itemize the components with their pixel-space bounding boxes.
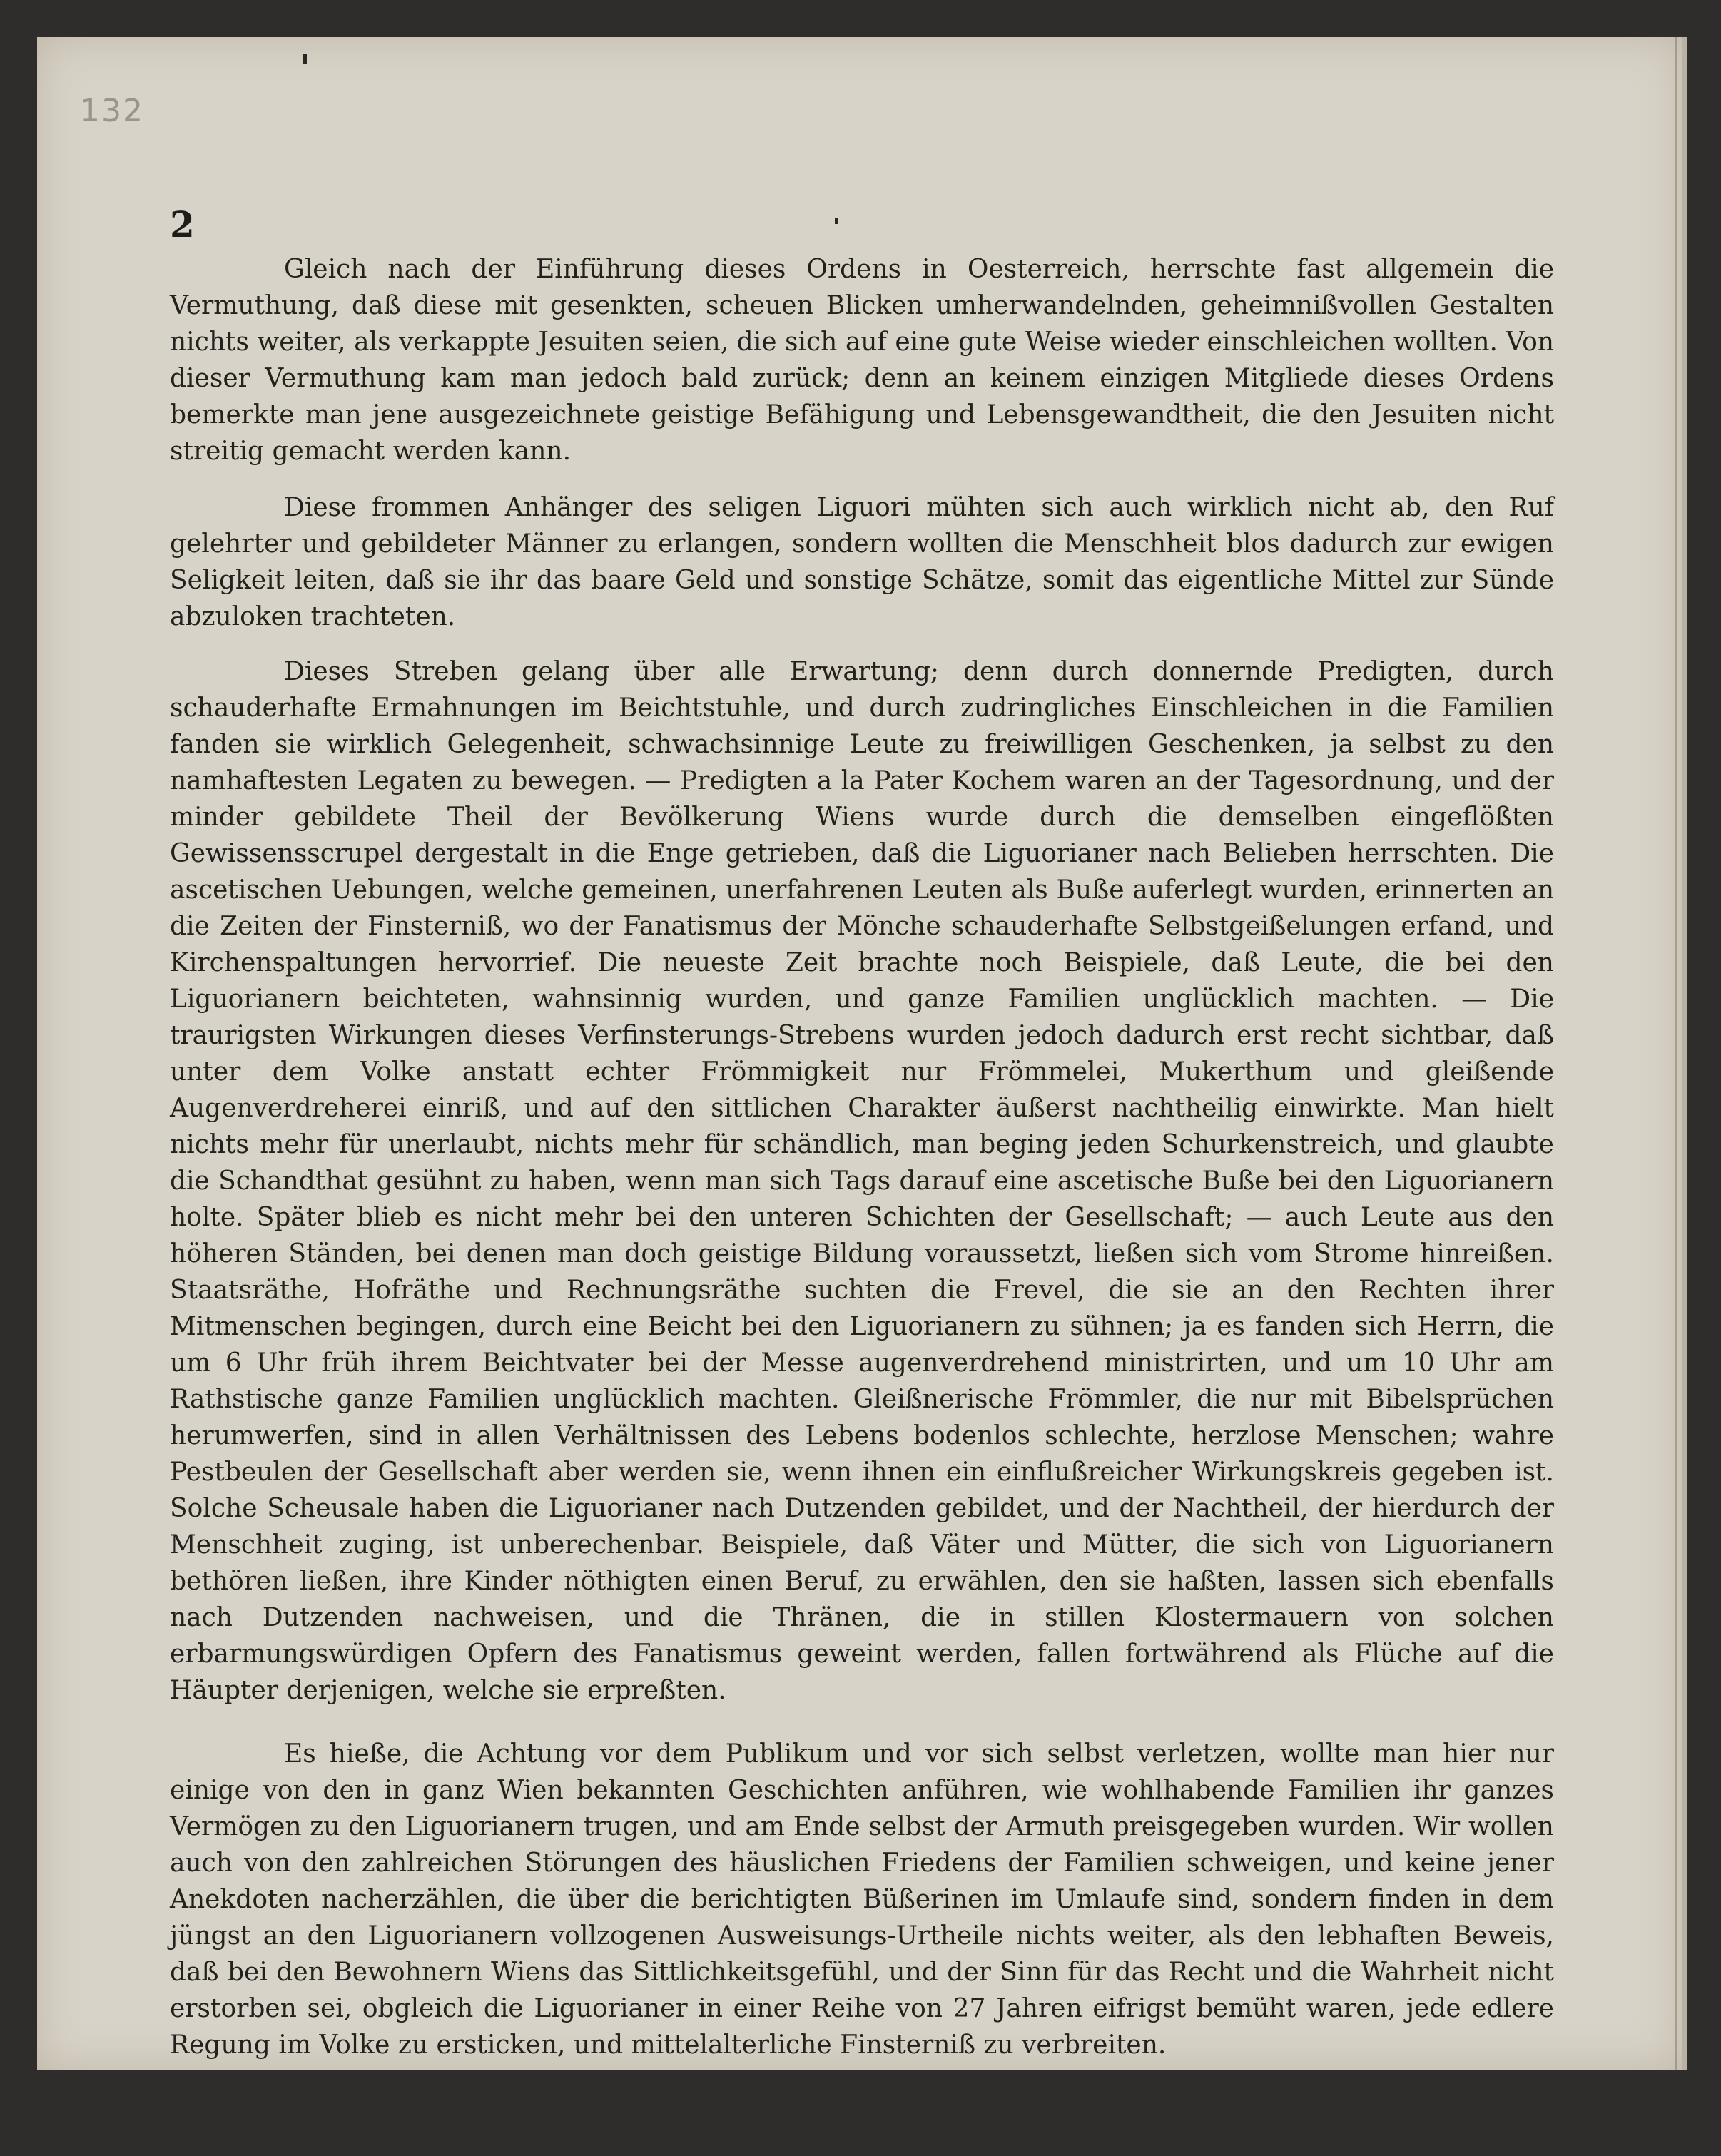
- page-fold-shadow: [1675, 37, 1677, 2070]
- paragraph: Dieses Streben gelang über alle Erwartung; denn durch donnernde Predigten, durch schauderhafte Ermahnungen im Beichtstuhle, und durch zudringliches Einschleichen in die Familien fanden sie wirklich Gelegenheit, schwachsinnige Leute zu freiwilligen Geschenken, ja selbst zu den namhaftesten Legaten zu bewegen. — Predigten a la Pater Kochem waren an der Tagesordnung, und der minder gebildete Theil der Bevölkerung Wiens wurde durch die demselben eingeflößten Gewissensscrupel dergestalt in die Enge getrieben, daß die Liguorianer nach Belieben herrschten. Die ascetischen Uebungen, welche gemeinen, unerfahrenen Leuten als Buße auferlegt wurden, erinnerten an die Zeiten der Finsterniß, wo der Fanatismus der Mönche schauderhafte Selbstgeißelungen erfand, und Kirchenspaltungen hervorrief. Die neueste Zeit brachte noch Beispiele, daß Leute, die bei den Liguorianern beichteten, wahnsinnig wurden, und ganze Familien unglücklich machten. — Die traurigsten Wirkungen dieses Verfinsterungs-Strebens wurden jedoch dadurch erst recht sichtbar, daß unter dem Volke anstatt echter Frömmigkeit nur Frömmelei, Mukerthum und gleißende Augenverdreherei einriß, und auf den sittlichen Charakter äußerst nachtheilig einwirkte. Man hielt nichts mehr für unerlaubt, nichts mehr für schändlich, man beging jeden Schurkenstreich, und glaubte die Schandthat gesühnt zu haben, wenn man sich Tags darauf eine ascetische Buße bei den Liguorianern holte. Später blieb es nicht mehr bei den unteren Schichten der Gesellschaft; — auch Leute aus den höheren Ständen, bei denen man doch geistige Bildung voraussetzt, ließen sich vom Strome hinreißen. Staatsräthe, Hofräthe und Rechnungsräthe suchten die Frevel, die sie an den Rechten ihrer Mitmenschen begingen, durch eine Beicht bei den Liguorianern zu sühnen; ja es fanden sich Herrn, die um 6 Uhr früh ihrem Beichtvater bei der Messe augenverdrehend ministrirten, und um 10 Uhr am Rathstische ganze Familien unglücklich machten. Gleißnerische Frömmler, die nur mit Bibelsprüchen herumwerfen, sind in allen Verhältnissen des Lebens bodenlos schlechte, herzlose Menschen; wahre Pestbeulen der Gesellschaft aber werden sie, wenn ihnen ein einflußreicher Wirkungskreis gegeben ist. Solche Scheusale haben die Liguorianer nach Dutzenden gebildet, und der Nachtheil, der hierdurch der Menschheit zuging, ist unberechenbar. Beispiele, daß Väter und Mütter, die sich von Liguorianern bethören ließen, ihre Kinder nöthigten einen Beruf, zu erwählen, den sie haßten, lassen sich ebenfalls nach Dutzenden nachweisen, und die Thränen, die in stillen Klostermauern von solchen erbarmungswürdigen Opfern des Fanatismus geweint werden, fallen fortwährend als Flüche auf die Häupter derjenigen, welche sie erpreßten.: [170, 657, 1554, 1705]
- paragraph: Es hieße, die Achtung vor dem Publikum und vor sich selbst verletzen, wollte man hier nur einige von den in ganz Wien bekannten Geschichten anführen, wie wohlhabende Familien ihr ganzes Vermögen zu den Liguorianern trugen, und am Ende selbst der Armuth preisgegeben wurden. Wir wollen auch von den zahlreichen Störungen des häuslichen Friedens der Familien schweigen, und keine jener Anekdoten nacherzählen, die über die berichtigten Büßerinen im Umlaufe sind, sondern finden in dem jüngst an den Liguorianern vollzogenen Ausweisungs-Urtheile nichts weiter, als den lebhaften Beweis, daß bei den Bewohnern Wiens das Sittlichkeitsgefühl, und der Sinn für das Recht und die Wahrheit nicht erstorben sei, obgleich die Liguorianer in einer Reihe von 27 Jahren eifrigst bemüht waren, jede edlere Regung im Volke zu ersticken, und mittelalterliche Finsterniß zu verbreiten.: [170, 1739, 1554, 2060]
- paragraph: Diese frommen Anhänger des seligen Liguori mühten sich auch wirklich nicht ab, den Ruf gelehrter und gebildeter Männer zu erlangen, sondern wollten die Menschheit blos dadurch zur ewigen Seligkeit leiten, daß sie ihr das baare Geld und sonstige Schätze, somit das eigentliche Mittel zur Sünde abzuloken trachteten.: [170, 493, 1554, 631]
- archive-pencil-number: 132: [80, 93, 144, 129]
- body-text: [170, 251, 1554, 2083]
- next-page-edge: [1682, 37, 1687, 2070]
- page-number: 2: [170, 203, 195, 245]
- paragraph: Gleich nach der Einführung dieses Ordens in Oesterreich, herrschte fast allgemein die Vermuthung, daß diese mit gesenkten, scheuen Blicken umherwandelnden, geheimnißvollen Gestalten nichts weiter, als verkappte Jesuiten seien, die sich auf eine gute Weise wieder einschleichen wollten. Von dieser Vermuthung kam man jedoch bald zurück; denn an keinem einzigen Mitgliede dieses Ordens bemerkte man jene ausgezeichnete geistige Befähigung und Lebensgewandtheit, die den Jesuiten nicht streitig gemacht werden kann.: [170, 255, 1554, 466]
- ink-mark-center: [835, 218, 838, 224]
- ink-mark-top: [303, 54, 307, 64]
